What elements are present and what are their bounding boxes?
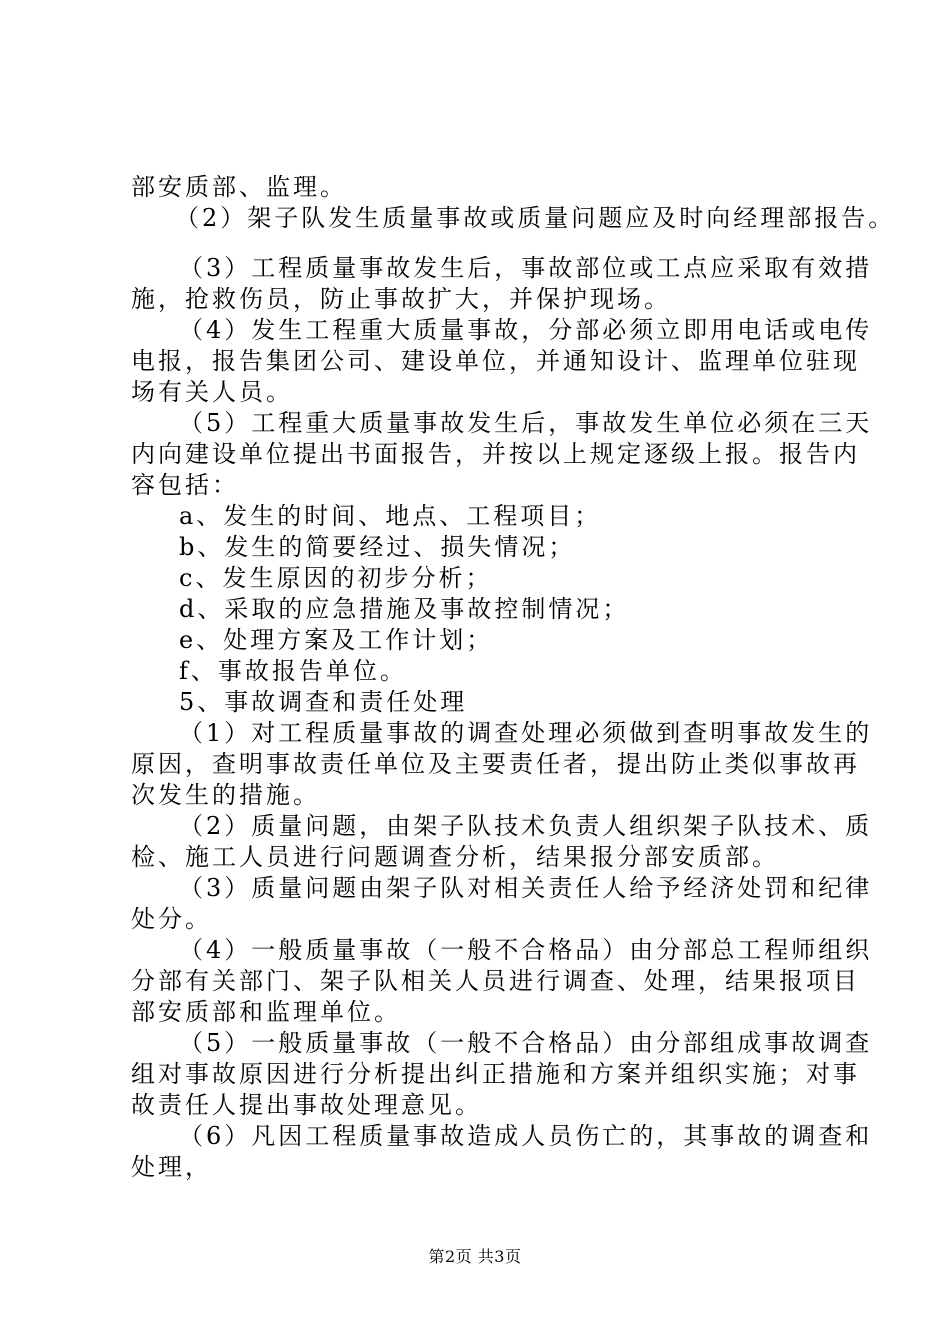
text-line: （2）架子队发生质量事故或质量问题应及时向经理部报告。 — [175, 204, 896, 232]
list-item: d、采取的应急措施及事故控制情况； — [179, 595, 630, 623]
page-footer — [0, 1247, 950, 1267]
list-item: f、事故报告单位。 — [179, 657, 407, 685]
text-line: 次发生的措施。 — [131, 781, 320, 809]
document-body — [131, 172, 896, 1183]
list-item: a、发生的时间、地点、工程项目； — [179, 502, 602, 530]
section-heading: 5、事故调查和责任处理 — [179, 688, 468, 716]
text-line: 故责任人提出事故处理意见。 — [131, 1091, 482, 1119]
text-line: 电报，报告集团公司、建设单位，并通知设计、监理单位驻现 — [131, 347, 860, 375]
list-item: e、处理方案及工作计划； — [179, 626, 494, 654]
text-line: （5）一般质量事故（一般不合格品）由分部组成事故调查 — [179, 1029, 873, 1057]
text-line: 施，抢救伤员，防止事故扩大，并保护现场。 — [131, 285, 671, 313]
text-line: 部安质部和监理单位。 — [131, 998, 401, 1026]
text-line: 容包括： — [131, 471, 239, 499]
text-line: （3）质量问题由架子队对相关责任人给予经济处罚和纪律 — [179, 874, 873, 902]
text-line: 分部有关部门、架子队相关人员进行调查、处理，结果报项目 — [131, 967, 860, 995]
text-line: （4）一般质量事故（一般不合格品）由分部总工程师组织 — [179, 936, 873, 964]
text-line: （5）工程重大质量事故发生后，事故发生单位必须在三天 — [179, 409, 873, 437]
text-line: （4）发生工程重大质量事故，分部必须立即用电话或电传 — [179, 316, 873, 344]
text-line: （3）工程质量事故发生后，事故部位或工点应采取有效措 — [179, 254, 873, 282]
text-line: （2）质量问题，由架子队技术负责人组织架子队技术、质 — [179, 812, 873, 840]
list-item: b、发生的简要经过、损失情况； — [179, 533, 576, 561]
text-line: 内向建设单位提出书面报告，并按以上规定逐级上报。报告内 — [131, 440, 860, 468]
list-item: c、发生原因的初步分析； — [179, 564, 493, 592]
page-number: 第2页 共3页 — [428, 1247, 522, 1266]
text-line: （1）对工程质量事故的调查处理必须做到查明事故发生的 — [179, 719, 873, 747]
text-line: 检、施工人员进行问题调查分析，结果报分部安质部。 — [131, 843, 779, 871]
text-line: 处理， — [131, 1153, 212, 1181]
text-line: 组对事故原因进行分析提出纠正措施和方案并组织实施；对事 — [131, 1060, 860, 1088]
text-line: 部安质部、监理。 — [131, 173, 347, 201]
text-line: 场有关人员。 — [131, 378, 293, 406]
text-line: 原因，查明事故责任单位及主要责任者，提出防止类似事故再 — [131, 750, 860, 778]
text-line: （6）凡因工程质量事故造成人员伤亡的，其事故的调查和 — [179, 1122, 873, 1150]
text-line: 处分。 — [131, 905, 212, 933]
